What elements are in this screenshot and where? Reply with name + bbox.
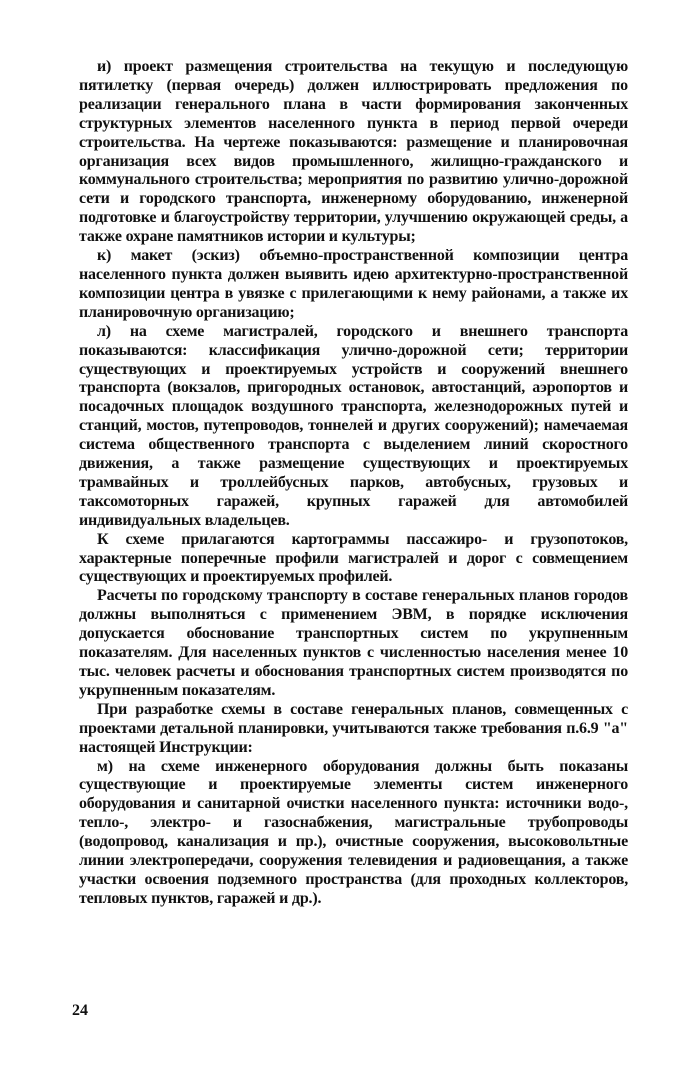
paragraph-i: и) проект размещения строительства на текущую и последующую пятилетку (первая очередь) должен иллюстрировать предложения по реализации генерального плана в части формирования законченных структурных элементов населенного пункта в период первой очереди строительства. На чертеже показываются: размещение и планировочная организация всех видов промышленного, жилищно-гражданского и коммунального строительства; мероприятия по развитию улично-дорожной сети и городского транспорта, инженерному оборудованию, инженерной подготовке и благоустройству территории, улучшению окружающей среды, а также охране памятников истории и культуры; [79,58,628,246]
paragraph-m: м) на схеме инженерного оборудования должны быть показаны существующие и проектируемые элементы систем инженерного оборудования и санитарной очистки населенного пункта: источники водо-, тепло-, электро- и газоснабжения, магистральные трубопроводы (водопровод, канализация и пр.), очистные сооружения, высоковольтные линии электропередачи, сооружения телевидения и радиовещания, а также участки освоения подземного пространства (для проходных коллекторов, тепловых пунктов, гаражей и др.). [79,757,628,907]
paragraph-transport-calculations: Расчеты по городскому транспорту в составе генеральных планов городов должны выполняться с применением ЭВМ, в порядке исключения допускается обоснование транспортных систем по укрупненным показателям. Для населенных пунктов с численностью населения менее 10 тыс. человек расчеты и обоснования транспортных систем производятся по укрупненным показателям. [79,587,628,699]
paragraph-cartograms: К схеме прилагаются картограммы пассажиро- и грузопотоков, характерные поперечные профили магистралей и дорог с совмещением существующих и проектируемых профилей. [79,530,628,586]
document-body [79,58,628,909]
page-number: 24 [72,1002,88,1019]
paragraph-requirements: При разработке схемы в составе генеральных планов, совмещенных с проектами детальной планировки, учитываются также требования п.6.9 "а" настоящей Инструкции: [79,700,628,756]
paragraph-k: к) макет (эскиз) объемно-пространственной композиции центра населенного пункта должен выявить идею архитектурно-пространственной композиции центра в увязке с прилегающими к нему районами, а также их планировочную организацию; [79,247,628,321]
paragraph-l: л) на схеме магистралей, городского и внешнего транспорта показываются: классификация улично-дорожной сети; территории существующих и проектируемых устройств и сооружений внешнего транспорта (вокзалов, пригородных остановок, автостанций, аэропортов и посадочных площадок воздушного транспорта, железнодорожных путей и станций, мостов, путепроводов, тоннелей и других сооружений); намечаемая система общественного транспорта с выделением линий скоростного движения, а также размещение существующих и проектируемых трамвайных и троллейбусных парков, автобусных, грузовых и таксомоторных гаражей, крупных гаражей для автомобилей индивидуальных владельцев. [79,322,628,529]
